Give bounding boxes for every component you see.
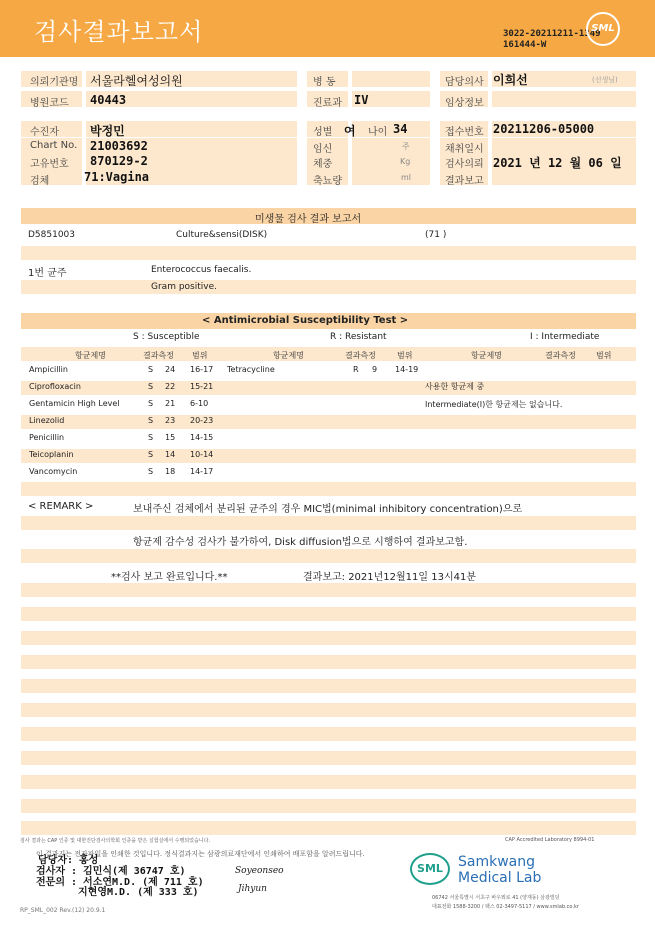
ast-left-sir: S	[148, 467, 154, 476]
blank-band	[21, 821, 636, 835]
col-result: 결과측정	[143, 351, 174, 360]
fine-print-left: 검사 결과는 CAP 인증 및 대한진단검사의학회 인증을 받은 실험실에서 수행되었습니다.	[20, 838, 211, 844]
doctor-label: 담당의사	[445, 77, 484, 88]
ast-left-drug: Teicoplanin	[29, 450, 74, 459]
remark-label: < REMARK >	[28, 501, 94, 512]
report-header	[0, 0, 655, 57]
blank-band	[21, 775, 636, 789]
weight-label: 체중	[313, 159, 333, 170]
hospital-code-label: 병원코드	[30, 98, 69, 109]
ast-left-range: 6-10	[190, 399, 209, 408]
ast-left-sir: S	[148, 450, 154, 459]
address-2: 대표전화 1588-3200 / 팩스 02-3497-5117 / www.smlab.co.kr	[432, 904, 579, 910]
id-value: 870129-2	[90, 154, 148, 168]
ast-left-sir: S	[148, 399, 154, 408]
sml-brand-logo-icon: SML	[410, 853, 450, 885]
organism-name: Enterococcus faecalis.	[151, 265, 252, 275]
test-code: D5851003	[28, 230, 76, 240]
blank-band	[21, 482, 636, 496]
report-code-line1: 3022-20211211-1349	[503, 29, 601, 39]
blank-band	[21, 727, 636, 741]
report-title: 검사결과보고서	[34, 18, 204, 46]
blank-band	[21, 655, 636, 669]
ast-left-mm: 18	[165, 467, 176, 476]
blank-band	[21, 280, 636, 294]
ast-left-mm: 22	[165, 382, 176, 391]
ast-left-drug: Ampicillin	[29, 365, 68, 374]
ast-left-range: 16-17	[190, 365, 214, 374]
overlay-name: 담당자: 홍성	[38, 855, 99, 866]
form-number: RP_SML_002 Rev.(12) 20.9.1	[20, 907, 106, 914]
name-value: 박정민	[90, 124, 125, 138]
ast-left-drug: Ciprofloxacin	[29, 382, 81, 391]
ast-left-mm: 15	[165, 433, 176, 442]
report-label: 결과보고	[445, 176, 484, 187]
ast-left-drug: Gentamicin High Level	[29, 399, 120, 408]
legend-susceptible: S : Susceptible	[133, 332, 200, 342]
dept-value: IV	[354, 93, 369, 107]
ast-note-1: 사용한 항균제 중	[425, 382, 485, 391]
doctor-2: 지현영M.D. (제 333 호)	[78, 887, 199, 898]
doctor-suffix: (선생님)	[592, 76, 618, 84]
legend-resistant: R : Resistant	[330, 332, 387, 342]
ast-mid-sir: R	[353, 365, 359, 374]
col-result: 결과측정	[345, 351, 376, 360]
urine-label: 축뇨량	[313, 176, 342, 187]
specimen-label: 검체	[30, 176, 50, 187]
ast-mid-range: 14-19	[395, 365, 419, 374]
blank-band	[21, 607, 636, 621]
ast-title: < Antimicrobial Susceptibility Test >	[202, 315, 409, 326]
ast-row-band	[21, 381, 636, 395]
brand-name-2: Medical Lab	[458, 870, 542, 886]
ast-row-band	[21, 415, 636, 429]
remark-line-2: 항균제 감수성 검사가 불가하여, Disk diffusion법으로 시행하여 결과보고함.	[133, 537, 468, 548]
ast-left-drug: Vancomycin	[29, 467, 78, 476]
blank-band	[21, 703, 636, 717]
ast-left-range: 15-21	[190, 382, 214, 391]
ward-label: 병 동	[313, 77, 336, 88]
age-label: 나이	[368, 127, 388, 138]
col-range: 범위	[192, 351, 208, 360]
address-1: 06742 서울특별시 서초구 바우뫼로 41 (양재동) 삼광빌딩	[432, 895, 560, 901]
collect-label: 채취일시	[445, 144, 484, 155]
request-label: 검사의뢰	[445, 159, 484, 170]
gram-stain: Gram positive.	[151, 282, 217, 292]
blank-band	[21, 751, 636, 765]
ast-mid-drug: Tetracycline	[227, 365, 275, 374]
legend-intermediate: I : Intermediate	[530, 332, 600, 342]
specimen-value: 71:Vagina	[84, 170, 150, 184]
sex-label: 성별	[313, 127, 333, 138]
institution-value: 서울라헬여성의원	[90, 74, 183, 88]
doc-notice: 이 결과지는 전자파일을 인쇄한 것입니다. 정식결과지는 삼광의료재단에서 인쇄하여 배포함을 알려드립니다.	[36, 850, 365, 858]
micro-title: 미생물 검사 결과 보고서	[255, 214, 362, 225]
blank-band	[21, 583, 636, 597]
col-result: 결과측정	[545, 351, 576, 360]
institution-label: 의뢰기관명	[30, 77, 79, 88]
receipt-value: 20211206-05000	[493, 122, 595, 136]
sex-value: 여	[344, 124, 356, 138]
ast-left-mm: 24	[165, 365, 176, 374]
ast-left-mm: 21	[165, 399, 176, 408]
ast-header-band	[21, 347, 636, 361]
urine-unit: ml	[401, 173, 412, 182]
ast-left-drug: Linezolid	[29, 416, 65, 425]
ast-left-sir: S	[148, 433, 154, 442]
request-date-value: 2021 년 12 월 06 일	[493, 156, 622, 170]
blank-band	[21, 516, 636, 530]
ast-note-2: Intermediate(I)한 항균제는 없습니다.	[425, 400, 563, 409]
blank-band	[21, 631, 636, 645]
blank-band	[21, 799, 636, 813]
receipt-label: 접수번호	[445, 127, 484, 138]
pregnancy-unit: 주	[402, 142, 410, 151]
ast-row-band	[21, 449, 636, 463]
ast-left-mm: 14	[165, 450, 176, 459]
test-name: Culture&sensi(DISK)	[176, 230, 268, 240]
tester: 검사자 : 김민식(제 36747 호)	[36, 866, 186, 877]
clinical-info-label: 임상정보	[445, 98, 484, 109]
doctor-1: 전문의 : 서소연M.D. (제 711 호)	[36, 877, 204, 888]
id-label: 고유번호	[30, 159, 69, 170]
ast-left-sir: S	[148, 365, 154, 374]
report-time: 결과보고: 2021년12월11일 13시41분	[303, 572, 477, 583]
signature-1: Soyeonseo	[235, 866, 284, 876]
report-done: **검사 보고 완료입니다.**	[111, 572, 228, 583]
col-drug: 항균제명	[273, 351, 304, 360]
ast-left-range: 14-15	[190, 433, 214, 442]
report-code-line2: 161444-W	[503, 40, 547, 50]
remark-line-1: 보내주신 검체에서 분리된 균주의 경우 MIC법(minimal inhibitory concentration)으로	[133, 504, 523, 515]
ast-left-range: 20-23	[190, 416, 214, 425]
sml-logo-icon: SML	[586, 12, 620, 46]
ast-left-range: 14-17	[190, 467, 214, 476]
blank-band	[21, 246, 636, 260]
signature-2: Jihyun	[238, 884, 267, 894]
blank-band	[21, 679, 636, 693]
fine-print-right: CAP Accredited Laboratory 8994-01	[505, 837, 595, 843]
pregnancy-label: 임신	[313, 144, 333, 155]
ast-left-drug: Penicillin	[29, 433, 65, 442]
ast-mid-mm: 9	[372, 365, 378, 374]
chart-value: 21003692	[90, 139, 148, 153]
col-drug: 항균제명	[471, 351, 502, 360]
blank-band	[21, 549, 636, 563]
name-label: 수진자	[30, 127, 59, 138]
chart-label: Chart No.	[30, 140, 78, 151]
age-value: 34	[393, 122, 408, 136]
ast-left-mm: 23	[165, 416, 176, 425]
col-drug: 항균제명	[75, 351, 106, 360]
col-range: 범위	[397, 351, 413, 360]
ast-left-range: 10-14	[190, 450, 214, 459]
colony-label: 1번 균주	[28, 268, 67, 279]
hospital-code-value: 40443	[90, 93, 127, 107]
doctor-value: 이희선	[493, 73, 528, 87]
ast-left-sir: S	[148, 382, 154, 391]
weight-unit: Kg	[400, 157, 411, 166]
brand-name-1: Samkwang	[458, 854, 535, 870]
col-range: 범위	[596, 351, 612, 360]
dept-label: 진료과	[313, 98, 342, 109]
test-num: (71 )	[425, 230, 447, 240]
ast-left-sir: S	[148, 416, 154, 425]
